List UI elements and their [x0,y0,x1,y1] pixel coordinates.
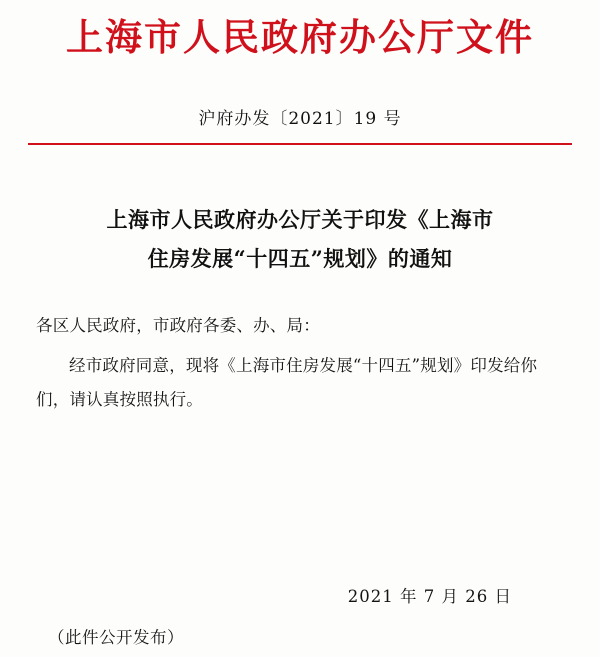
document-title-line-2: 住房发展“十四五”规划》的通知 [147,246,453,272]
red-separator-rule [28,143,572,145]
document-number: 沪府办发〔2021〕19 号 [198,109,402,130]
publication-note: （此件公开发布） [48,628,184,647]
document-title [62,201,538,279]
issue-date: 2021 年 7 月 26 日 [347,587,512,606]
document-masthead [0,0,600,60]
document-title-line-1: 上海市人民政府办公厅关于印发《上海市 [106,207,494,233]
document-number-row [0,104,600,129]
issuing-authority-title: 上海市人民政府办公厅文件 [66,15,534,59]
salutation: 各区人民政府，市政府各委、办、局： [36,315,320,335]
document-body [36,309,564,416]
body-paragraph-1: 经市政府同意，现将《上海市住房发展“十四五”规划》印发给你们，请认真按照执行。 [36,355,538,409]
